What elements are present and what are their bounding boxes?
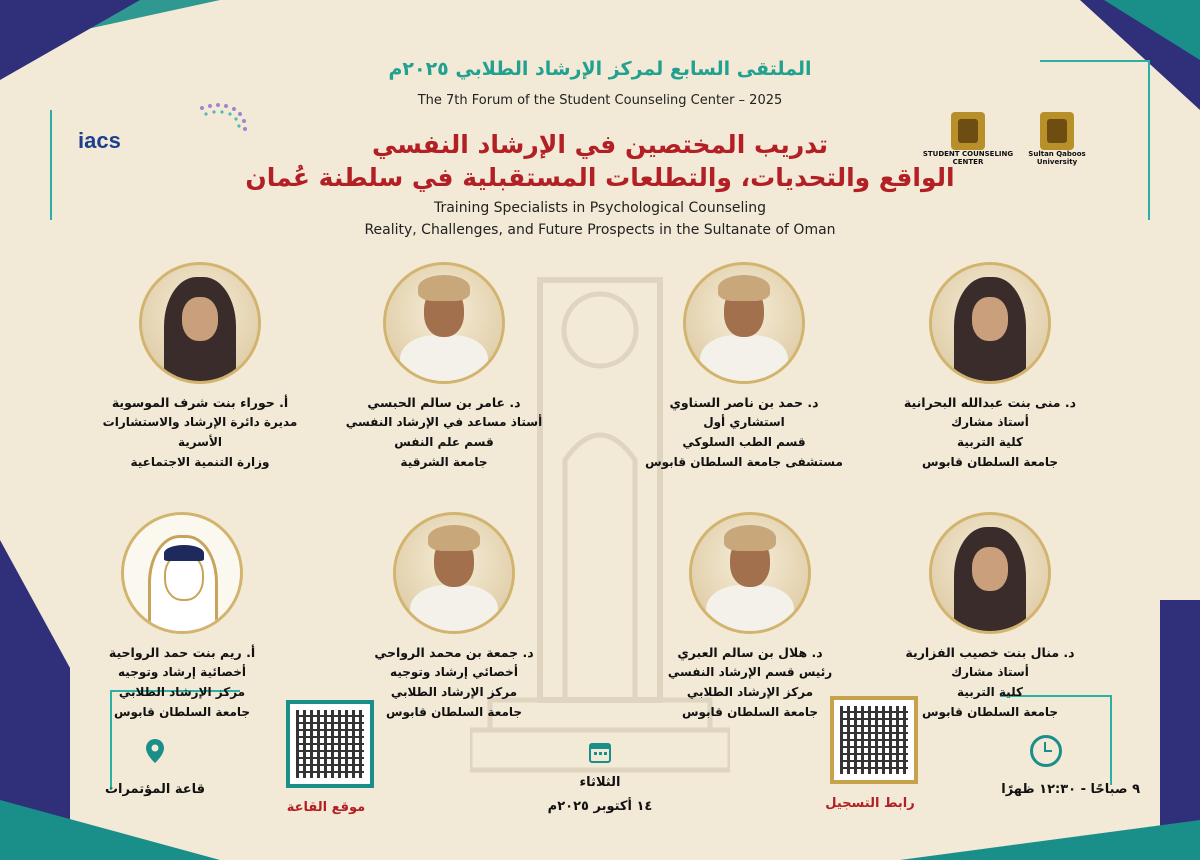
speaker-name: د. منال بنت خصيب الفزارية [905,645,1075,660]
main-title-arabic-line1: تدريب المختصين في الإرشاد النفسي [371,130,829,159]
speaker-card [344,512,564,722]
speaker-photo [929,512,1051,634]
speaker-photo [689,512,811,634]
location-pin-icon [144,738,166,764]
clock-icon [1030,735,1062,767]
speaker-title: أخصائي إرشاد وتوجيه [390,665,518,679]
squ-logo-caption: Sultan Qaboos University [1028,150,1086,166]
speaker-institution: جامعة السلطان قابوس [921,455,1059,469]
speaker-name: د. هلال بن سالم العبري [677,645,823,660]
speaker-department: كلية التربية [957,435,1023,449]
forum-title-english: The 7th Forum of the Student Counseling Center – 2025 [417,93,783,108]
speaker-department: كلية التربية [957,685,1023,699]
main-title-arabic-line2: الواقع والتحديات، والتطلعات المستقبلية في سلطنة عُمان [245,163,955,192]
speaker-photo-placeholder [121,512,243,634]
main-title-english-line1: Training Specialists in Psychological Counseling [433,200,767,216]
speaker-institution: جامعة السلطان قابوس [681,705,819,719]
speaker-department: مركز الإرشاد الطلابي [118,685,246,699]
speaker-title: أستاذ مشارك [951,665,1029,679]
event-time: ٩ صباحًا - ١٢:٣٠ ظهرًا [1001,782,1140,797]
speaker-card [72,512,292,722]
speaker-photo [383,262,505,384]
scc-logo-caption: STUDENT COUNSELING CENTER [922,150,1014,166]
speaker-photo [929,262,1051,384]
venue-qr-label: موقع القاعة [286,800,366,815]
speaker-title: أستاذ مشارك [951,415,1029,429]
speaker-department: مركز الإرشاد الطلابي [390,685,518,699]
decor-line [1110,695,1112,785]
event-date: ١٤ أكتوبر ٢٠٢٥م [547,799,653,814]
speaker-department: وزارة التنمية الاجتماعية [130,455,270,469]
speaker-title: أستاذ مساعد في الإرشاد النفسي [345,415,543,429]
event-day: الثلاثاء [579,775,621,790]
main-title-english-line2: Reality, Challenges, and Future Prospects in the Sultanate of Oman [364,222,836,238]
corner-decoration-bottom-right-teal [900,820,1200,860]
registration-qr-label: رابط التسجيل [825,796,915,811]
speaker-photo [683,262,805,384]
speaker-name: أ. ريم بنت حمد الرواحية [108,645,256,660]
speaker-name: أ. حوراء بنت شرف الموسوية [111,395,289,410]
forum-title-arabic: الملتقى السابع لمركز الإرشاد الطلابي ٢٠٢٥م [388,58,812,80]
speaker-department: مركز الإرشاد الطلابي [686,685,814,699]
speaker-title: أخصائية إرشاد وتوجيه [118,665,246,679]
speaker-photo [139,262,261,384]
iacs-logo-text: iacs [78,128,121,153]
speaker-title: مديرة دائرة الإرشاد والاستشارات الأسرية [102,415,298,449]
speaker-name: د. عامر بن سالم الحبسي [367,395,521,410]
speaker-title: استشاري أول [703,415,785,429]
speaker-name: د. جمعة بن محمد الرواحي [374,645,534,660]
speaker-institution: جامعة السلطان قابوس [385,705,523,719]
calendar-icon [588,740,612,764]
registration-qr-code[interactable] [830,696,918,784]
speaker-card [880,512,1100,722]
speaker-department: قسم علم النفس [394,435,494,449]
speaker-photo [393,512,515,634]
speaker-card [880,262,1100,472]
speaker-name: د. منى بنت عبدالله البحرانية [903,395,1077,410]
venue-name: قاعة المؤتمرات [104,782,206,797]
speaker-name: د. حمد بن ناصر السناوي [669,395,819,410]
speaker-department: قسم الطب السلوكي [682,435,806,449]
speaker-card [640,512,860,722]
speaker-card [634,262,854,472]
speaker-title: رئيس قسم الإرشاد النفسي [667,665,833,679]
speaker-institution: جامعة السلطان قابوس [921,705,1059,719]
speaker-institution: جامعة السلطان قابوس [113,705,251,719]
speaker-card [90,262,310,472]
speaker-institution: مستشفى جامعة السلطان قابوس [645,455,843,469]
speaker-card [334,262,554,472]
speaker-institution: جامعة الشرقية [400,455,488,469]
